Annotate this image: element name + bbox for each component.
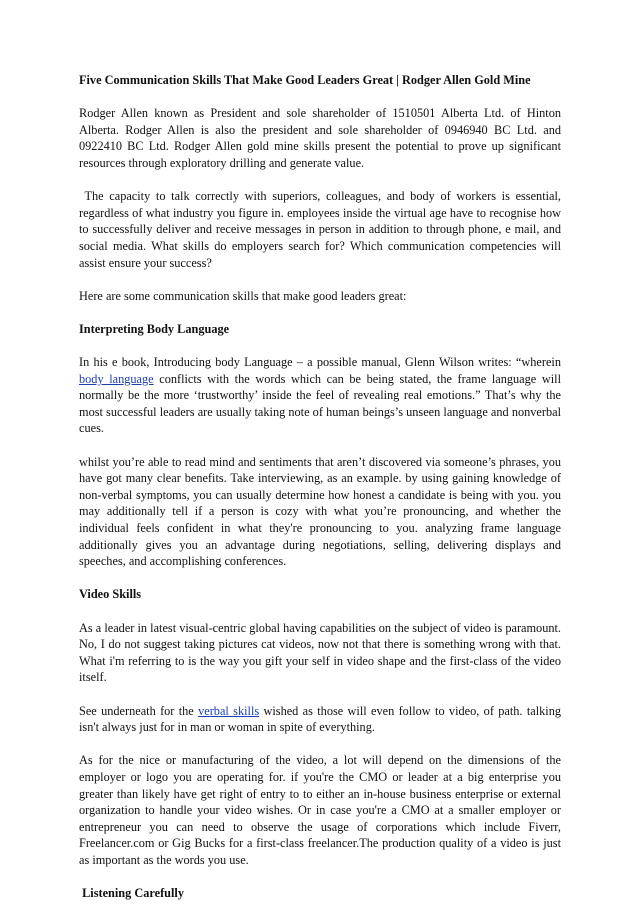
heading-video-skills: Video Skills: [79, 587, 142, 602]
body-language-paragraph-2: whilst you’re able to read mind and sentiments that aren’t discovered via someone’s phrases, you have got many clear benefits. Take interviewing, as an example. by using gaining knowledge of non-verbal symptoms, you can usually determine how honest a candidate is being with you. you may additionally tell if a person is cozy with what you’re pronouncing, and whether the individual feels confident in what they're pronouncing to you. analyzing frame language additionally gives you an advantage during negotiations, selling, delivering displays and speeches, and accomplishing conferences.: [79, 454, 561, 569]
heading-listening-carefully: Listening Carefully: [82, 886, 184, 901]
intro-paragraph: Rodger Allen known as President and sole shareholder of 1510501 Alberta Ltd. of Hinton Alberta. Rodger Allen is also the president and sole shareholder of 0946940 BC Ltd. and 0922410 BC Ltd. Rodger Allen gold mine skills present the potential to prove up significant resources through exploratory drilling and generate value.: [79, 106, 561, 170]
capacity-paragraph: The capacity to talk correctly with superiors, colleagues, and body of workers is essential, regardless of what industry you figure in. employees inside the virtual age have to recognise how to successfully deliver and receive messages in person in addition to through phone, e mail, and social media. What skills do employers search for? Which communication competencies will assist ensure your success?: [79, 189, 561, 270]
heading-interpreting-body-language: Interpreting Body Language: [79, 321, 230, 336]
video-skills-paragraph-1: As a leader in latest visual-centric global having capabilities on the subject of video is paramount. No, I do not suggest taking pictures cat videos, now not that there is something wrong with that. What i'm referring to is the way you gift your self in video shape and the first-class of the video itself.: [79, 620, 561, 685]
verbal-skills-link[interactable]: verbal skills: [198, 703, 260, 718]
video-skills-paragraph-3: As for the nice or manufacturing of the video, a lot will depend on the dimensions of the employer or logo you are operating for. if you're the CMO or leader at a big enterprise you greater than likely have get right of entry to to either an in-house business enterprise or external organization to handle your video wishes. Or in case you're a CMO at a smaller employer or entrepreneur you can need to observe the usage of corporations which include Fiverr, Freelancer.com or Gig Bucks for a first-class freelancer.The production quality of a video is just as important as the words you use.: [79, 753, 561, 867]
body-language-paragraph-1: [79, 354, 561, 437]
body-language-link[interactable]: body language: [79, 371, 154, 386]
body-language-text-before: In his e book, Introducing body Language – a possible manual, Glenn Wilson writes: “wherein: [79, 355, 561, 370]
video-skills-text-after: wished as those will even follow to video, of path. talking isn't always just for in man or woman in spite of everything.: [79, 703, 561, 735]
document-title: Five Communication Skills That Make Good Leaders Great | Rodger Allen Gold Mine: [79, 73, 531, 87]
body-language-text-after: conflicts with the words which can be being stated, the frame language will normally be the more ‘trustworthy’ inside the feel of revealing real emotions.” That’s why the most successful leaders are usually taking note of human beings’s unseen language and nonverbal cues.: [79, 371, 561, 436]
skills-intro-paragraph: Here are some communication skills that make good leaders great:: [79, 288, 407, 303]
video-skills-paragraph-2: [79, 703, 561, 736]
video-skills-text-before: See underneath for the: [79, 703, 199, 718]
document-page: [79, 72, 561, 918]
